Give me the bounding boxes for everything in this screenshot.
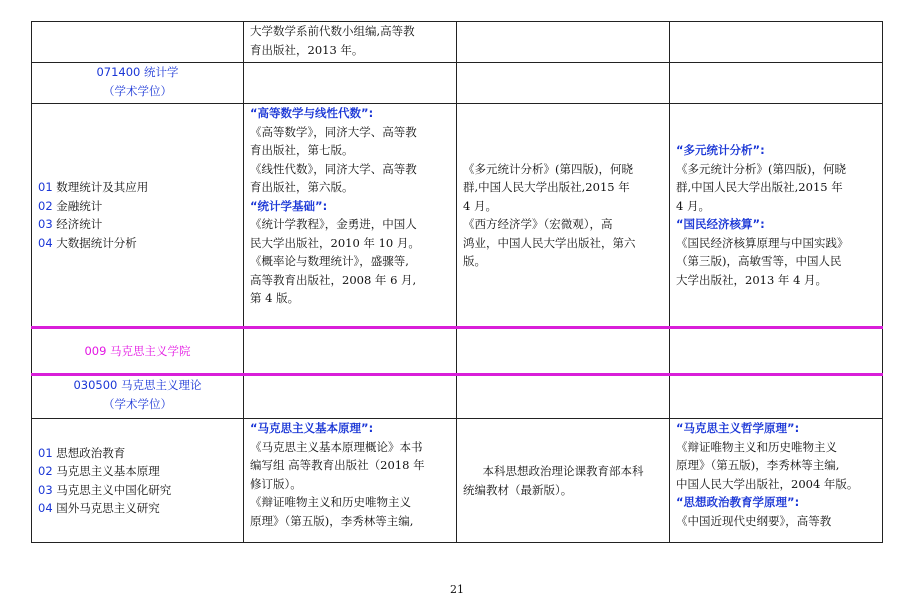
page-number: 21 (450, 583, 464, 596)
catalog-table (31, 21, 883, 543)
retest-books-marxism (457, 419, 670, 543)
book-line: 群,中国人民大学出版社,2015 年 (463, 180, 630, 194)
book-line: 原理》（第五版)，李秀林等主编, (676, 458, 840, 472)
book-line: 4 月。 (676, 198, 710, 213)
book-line: 鸿业，中国人民大学出版社，第六 (463, 235, 636, 250)
cell-prelim (244, 375, 457, 419)
book-line: 群,中国人民大学出版社,2015 年 (676, 180, 843, 194)
subject-heading: “高等数学与线性代数”: (250, 106, 374, 120)
book-line: 第 4 版。 (250, 291, 300, 305)
book-line: 4 月。 (463, 198, 497, 213)
table-row (32, 22, 883, 63)
direction-item: 03 经济统计 (38, 217, 103, 231)
direction-item: 02 金融统计 (38, 198, 103, 213)
direction-item: 04 大数据统计分析 (38, 235, 137, 250)
table-row (32, 328, 883, 375)
table-row (32, 375, 883, 419)
subject-heading: “统计学基础”: (250, 198, 328, 213)
prelim-books-statistics (244, 104, 457, 328)
cell-prelim (244, 22, 457, 63)
retest-books-statistics (457, 104, 670, 328)
direction-item: 01 思想政治教育 (38, 445, 126, 460)
cell-retest (457, 63, 670, 104)
direction-item: 01 数理统计及其应用 (38, 180, 149, 194)
book-line: 《概率论与数理统计》，盛骤等, (250, 254, 409, 268)
book-line: 《国民经济核算原理与中国实践》 (676, 235, 849, 250)
book-line: 中国人民大学出版社，2004 年版。 (676, 476, 859, 491)
school-label: 009 马克思主义学院 (84, 343, 191, 358)
book-line: 版。 (463, 254, 486, 268)
cell-retest (457, 328, 670, 375)
cell-retest (457, 375, 670, 419)
cell-retest (457, 22, 670, 63)
direction-item: 02 马克思主义基本原理 (38, 464, 160, 478)
major-code: 030500 马克思主义理论 (73, 378, 202, 392)
reference-books-statistics (670, 104, 883, 328)
book-line: 《线性代数》，同济大学、高等教 (250, 161, 417, 176)
school-name (32, 328, 244, 375)
book-line: 《辩证唯物主义和历史唯物主义 (676, 439, 837, 454)
book-line: 高等教育出版社，2008 年 6 月, (250, 272, 417, 287)
book-line: 《多元统计分析》(第四版)，何晓 (463, 161, 633, 176)
table-row (32, 63, 883, 104)
book-line: 《马克思主义基本原理概论》本书 (250, 439, 423, 454)
subject-heading: “马克思主义哲学原理”: (676, 421, 800, 435)
major-code: 071400 统计学 (96, 65, 179, 79)
book-line: 大学数学系前代数小组编,高等教 (250, 24, 415, 38)
cell-prelim (244, 328, 457, 375)
subject-heading: “思想政治教育学原理”: (676, 495, 800, 509)
book-line: 统编教材（最新版）。 (463, 482, 573, 497)
subject-heading: “多元统计分析”: (676, 143, 765, 157)
book-line: 《中国近现代史纲要》，高等教 (676, 513, 832, 528)
table-row (32, 104, 883, 328)
book-line: 《多元统计分析》(第四版)，何晓 (676, 161, 846, 176)
book-line: 《高等数学》，同济大学、高等教 (250, 124, 417, 139)
major-header-marxism (32, 375, 244, 419)
cell-reference (670, 63, 883, 104)
book-line: 育出版社，第六版。 (250, 180, 354, 194)
book-line: 大学出版社，2013 年 4 月。 (676, 272, 828, 287)
reference-books-marxism (670, 419, 883, 543)
cell-reference (670, 375, 883, 419)
subject-heading: “国民经济核算”: (676, 217, 765, 231)
cell-major (32, 22, 244, 63)
book-line: 育出版社，第七版。 (250, 143, 354, 157)
degree-type: （学术学位） (103, 396, 172, 411)
book-line: 《统计学教程》，金勇进，中国人 (250, 217, 417, 231)
directions-marxism (32, 419, 244, 543)
book-line: 《西方经济学》（宏微观），高 (463, 217, 613, 231)
book-line: 原理》（第五版)，李秀林等主编, (250, 513, 414, 528)
book-line: 民大学出版社，2010 年 10 月。 (250, 235, 420, 250)
cell-reference (670, 328, 883, 375)
subject-heading: “马克思主义基本原理”: (250, 421, 374, 435)
direction-item: 03 马克思主义中国化研究 (38, 482, 172, 497)
book-line: 修订版）。 (250, 476, 302, 491)
directions-statistics (32, 104, 244, 328)
book-line: 育出版社，2013 年。 (250, 42, 364, 57)
book-line: 编写组 高等教育出版社（2018 年 (250, 458, 425, 472)
cell-reference (670, 22, 883, 63)
book-line: （第三版)，高敏雪等，中国人民 (676, 254, 842, 268)
major-header-statistics (32, 63, 244, 104)
prelim-books-marxism (244, 419, 457, 543)
table-row (32, 419, 883, 543)
book-line: 本科思想政治理论课教育部本科 (482, 464, 644, 478)
direction-item: 04 国外马克思主义研究 (38, 501, 160, 515)
book-line: 《辩证唯物主义和历史唯物主义 (250, 495, 411, 509)
cell-prelim (244, 63, 457, 104)
degree-type: （学术学位） (103, 83, 172, 98)
